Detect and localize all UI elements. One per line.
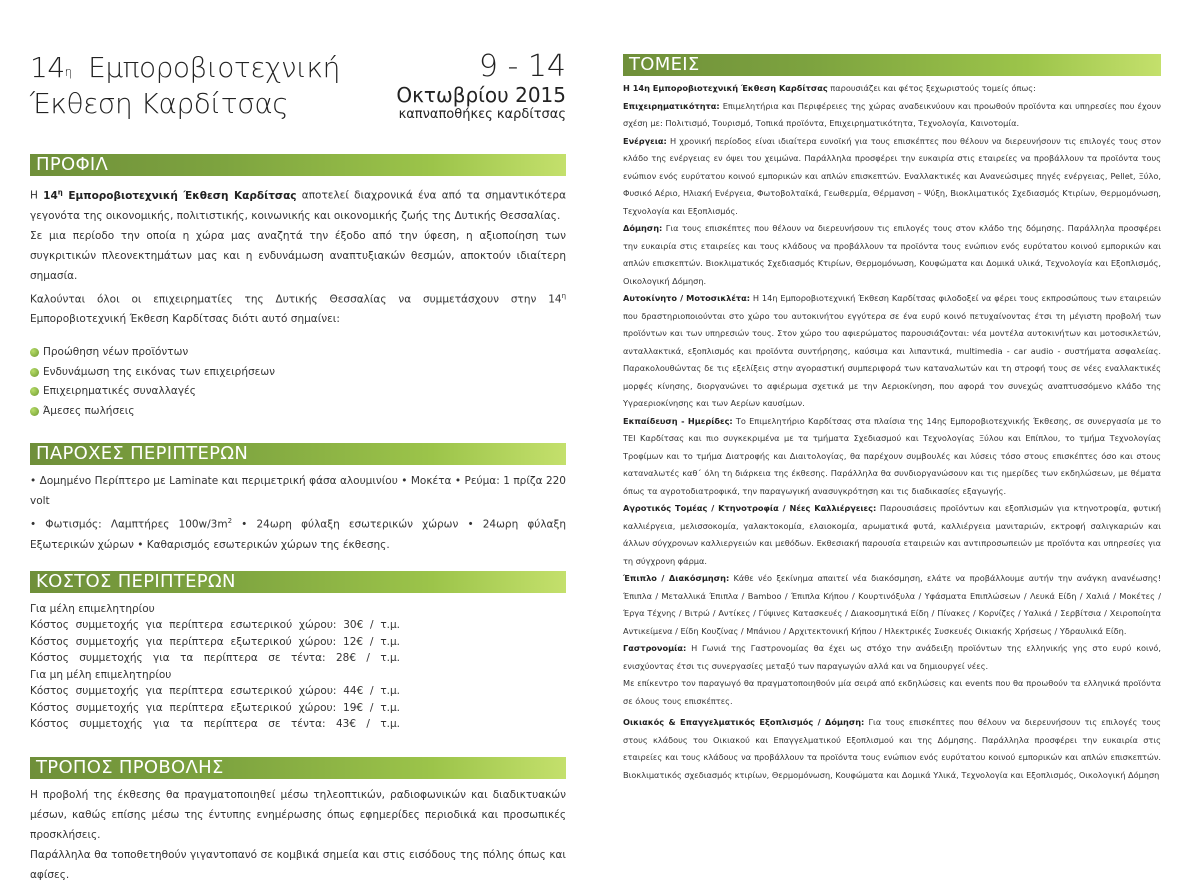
sector-item: Δόμηση: Για τους επισκέπτες που θέλουν να διερευνήσουν τις επιλογές τους στον κλάδο της δόμησης. Παράλληλα προσφέρει την ευκαιρία στις εταιρείες και τους κλάδους να προβάλλουν τα προϊόντα τους ενώπιον ενός ευρύτατου κοινού εμπορικών και απλών επισκεπτών. Βιοκλιματικός Σχεδιασμός Κτιρίων, Θερμομόνωση, Κουφώματα και Δομικά υλικά, Τεχνολογία και Εξοπλισμός, Οικολογική Δόμηση.: [623, 223, 1161, 286]
promotion-paragraph-1: Η προβολή της έκθεσης θα πραγματοποιηθεί μέσω τηλεοπτικών, ραδιοφωνικών και διαδικτυακών μέσων, καθώς επίσης μέσω της έντυπης ενημέρωσης όπως εφημερίδες περιοδικά και προσωπικές προσκλήσεις.: [30, 788, 566, 841]
green-bullet-icon: [30, 407, 39, 416]
list-item: Προώθηση νέων προϊόντων: [30, 343, 566, 363]
provisions-line-2: • Φωτισμός: Λαμπτήρες $100w/3m^2$ • 24ωρη φύλαξη εσωτερικών χώρων • 24ωρη φύλαξη Εξωτερικών χώρων • Καθαρισμός εσωτερικών χώρων της έκθεσης.: [30, 517, 566, 551]
list-item: Επιχειρηματικές συναλλαγές: [30, 382, 566, 402]
profile-paragraph-1: Η $14^\eta$ Εμποροβιοτεχνική Έκθεση Καρδίτσας αποτελεί διαχρονικά ένα από τα σημαντικότερα γεγονότα της οικονομικής, πολιτιστικής, κοινωνικής και οικονομικής ζωής της Δυτικής Θεσσαλίας.: [30, 188, 567, 222]
sector-item: Ενέργεια: Η χρονική περίοδος είναι ιδιαίτερα ευνοϊκή για τους επισκέπτες που θέλουν να διερευνήσουν τις επιλογές τους στον κλάδο της ενέργειας εν όψει του χειμώνα. Παράλληλα προσφέρει την ευκαιρία στις εταιρείες να προβάλλουν τα προϊόντα τους ενώπιον ενός ευρύτατου κοινού εμπορικών και απλών επισκεπτών. Εναλλακτικές και Ανανεώσιμες πηγές ενέργειας, Pellet, Ξύλο, Φυσικό Αέριο, Ηλιακή Ενέργεια, Φωτοβολταϊκά, Γεωθερμία, Θέρμανση – Ψύξη, Βιοκλιματικός Σχεδιασμός Κτιρίων, Θερμομόνωση, Τεχνολογία και Εξοπλισμός.: [623, 135, 1161, 216]
profile-heading: ΠΡΟΦΙΛ: [30, 154, 566, 176]
sector-item: Οικιακός & Επαγγελματικός Εξοπλισμός / Δόμηση: Για τους επισκέπτες που θέλουν να διερευνήσουν τις επιλογές τους στους κλάδους του Οικιακού και Επαγγελματικού Εξοπλισμού και της Δόμησης. Παράλληλα προσφέρει την ευκαιρία στις εταιρείες και τους κλάδους να προβάλλουν τα προϊόντα τους ενώπιον ενός ευρύτατου κοινού εμπορικών και απλών επισκεπτών. Βιοκλιματικός σχεδιασμός κτιρίων, Θερμομόνωση, Κουφώματα και Δομικά Υλικά, Τεχνολογία και Εξοπλισμός, Οικολογική Δόμηση: [623, 717, 1161, 780]
sectors-section: [623, 80, 1161, 784]
title-line-1: Εμποροβιοτεχνική: [88, 51, 340, 84]
list-item: Άμεσες πωλήσεις: [30, 402, 566, 422]
date-days: 9 - 14: [478, 49, 566, 84]
sector-item: Γαστρονομία: Η Γωνιά της Γαστρονομίας θα έχει ως στόχο την ανάδειξη προϊόντων της ελληνικής γης στο ευρύ κοινό, ενισχύοντας έτσι τις συνεργασίες μεταξύ των παραγωγών αλλά και να δημιουργεί νέες.: [623, 643, 1161, 671]
profile-paragraph-2: Σε μια περίοδο την οποία η χώρα μας αναζητά την έξοδο από την ύφεση, η αξιοποίηση των συγκριτικών πλεονεκτημάτων μας και η ενδυνάμωση αναπτυξιακών θεσμών, αποκτούν ιδιαίτερη σημασία.: [30, 229, 566, 282]
right-column: [623, 50, 1161, 784]
benefits-list: [30, 343, 566, 421]
sector-item: Με επίκεντρο τον παραγωγό θα πραγματοποιηθούν μία σειρά από εκδηλώσεις και events που θα προωθούν τα ελληνικά προϊόντα σε όλους τους επισκέπτες.: [623, 678, 1161, 706]
cost-row: Κόστος συμμετοχής για τα περίπτερα σε τέντα: 43€ / τ.μ.: [30, 718, 400, 730]
green-bullet-icon: [30, 348, 39, 357]
provisions-section: [30, 471, 566, 555]
title-superscript: η: [64, 65, 72, 79]
green-bullet-icon: [30, 387, 39, 396]
cost-row: Κόστος συμμετοχής για τα περίπτερα σε τέντα: 28€ / τ.μ.: [30, 652, 400, 664]
list-item: Ενδυνάμωση της εικόνας των επιχειρήσεων: [30, 363, 566, 383]
sectors-intro: Η 14η Εμποροβιοτεχνική Έκθεση Καρδίτσας παρουσιάζει και φέτος ξεχωριστούς τομείς όπως:: [623, 83, 1036, 93]
cost-row: Κόστος συμμετοχής για περίπτερα εξωτερικού χώρου: 19€ / τ.μ.: [30, 701, 400, 714]
profile-section: [30, 182, 566, 421]
promotion-section: [30, 785, 566, 885]
fair-name: $14^\eta$ Εμποροβιοτεχνική Έκθεση Καρδίτσας: [43, 188, 297, 202]
members-label: Για μέλη επιμελητηρίου: [30, 602, 155, 615]
header: [30, 50, 566, 150]
cost-row: Κόστος συμμετοχής για περίπτερα εξωτερικού χώρου: 12€ / τ.μ.: [30, 635, 400, 648]
sector-item: Αγροτικός Τομέας / Κτηνοτροφία / Νέες Καλλιέργειες: Παρουσιάσεις προϊόντων και εξοπλισμών για κτηνοτροφία, φυτική καλλιέργεια, μελισσοκομία, γαλακτοκομία, ελαιοκομία, αρωματικά φυτά, καλλιέργεια μανιταριών, εκτροφή σαλιγκαριών και άλλων σύγχρονων καλλιεργειών και μεθόδων. Εκθεσιακή παρουσία εταιρειών και αντιπροσωπειών με προϊόντα και υπηρεσίες για τη σύγχρονη φάρμα.: [623, 503, 1161, 566]
sectors-heading: ΤΟΜΕΙΣ: [623, 54, 1161, 76]
title-number: 14: [30, 51, 65, 84]
costs-section: [30, 601, 566, 733]
sector-item: Εκπαίδευση - Ημερίδες: Το Επιμελητήριο Καρδίτσας στα πλαίσια της 14ης Εμποροβιοτεχνικής Έκθεσης, σε συνεργασία με το ΤΕΙ Καρδίτσας και πιο συγκεκριμένα με τα τμήματα Σχεδιασμού και Τεχνολογίας Ξύλου και Επίπλου, το τμήμα Τεχνολογίας Τροφίμων και το τμήμα Διατροφής και Διαιτολογίας, θα παρέχουν συμβουλές και λύσεις τόσο στους επισκέπτες όσο και στους καταναλωτές καθ΄ όλη τη διάρκεια της έκθεσης. Παράλληλα θα συνδιοργανώσουν και τις ημερίδες των εκδηλώσεων, με θέματα όπως τα αγροτοδιατροφικά, την παραγωγική ανασυγκρότηση και τις διαδικασίες εξαγωγής.: [623, 415, 1162, 496]
profile-paragraph-3: Καλούνται όλοι οι επιχειρηματίες της Δυτικής Θεσσαλίας να συμμετάσχουν στην $14^\eta$ Εμποροβιοτεχνική Έκθεση Καρδίτσας διότι αυτό σημαίνει:: [30, 291, 566, 325]
sector-item: Επιχειρηματικότητα: Επιμελητήρια και Περιφέρειες της χώρας αναδεικνύουν και προωθούν προϊόντα και υπηρεσίες που έχουν σχέση με: Πολιτισμό, Τουρισμό, Τοπικά προϊόντα, Επιχειρηματικότητα, Τεχνολογία, Καινοτομία.: [623, 100, 1161, 128]
date-block: [396, 50, 566, 124]
sector-item: Αυτοκίνητο / Μοτοσικλέτα: Η 14η Εμποροβιοτεχνική Έκθεση Καρδίτσας φιλοδοξεί να φέρει τους εκπροσώπους των εταιρειών που δραστηριοποιούνται στο χώρο του αυτοκινήτου εγγύτερα σε ένα ευρύ κοινό πετυχαίνοντας έτσι τη μέγιστη προβολή των προϊόντων και των υπηρεσιών τους. Στον χώρο του αφιερώματος παρουσιάζονται: νέα μοντέλα αυτοκινήτων και μοτοσικλετών, ανταλλακτικά, εξοπλισμός και προϊόντα συντήρησης, καύσιμα και λιπαντικά, multimedia - car audio - συστήματα ασφαλείας. Παρακολουθώντας δε τις εξελίξεις στην αγοραστική συμπεριφορά των καταναλωτών και τη στροφή τους σε νέες εναλλακτικές μορφές κίνησης, διοργανώνει το αφιέρωμα σχετικά με την Αεριοκίνηση, που αφορά τον συνεχώς αναπτυσσόμενο κλάδο της Υγραεριοκίνησης και των Αερίων καυσίμων.: [623, 293, 1161, 408]
cost-row: Κόστος συμμετοχής για περίπτερα εσωτερικού χώρου: 44€ / τ.μ.: [30, 685, 400, 697]
costs-heading: ΚΟΣΤΟΣ ΠΕΡΙΠΤΕΡΩΝ: [30, 571, 566, 593]
promotion-paragraph-2: Παράλληλα θα τοποθετηθούν γιγαντοπανό σε κομβικά σημεία και στις εισόδους της πόλης όπως και αφίσες.: [30, 848, 566, 881]
promotion-heading: ΤΡΟΠΟΣ ΠΡΟΒΟΛΗΣ: [30, 757, 566, 779]
page-title: [30, 50, 340, 122]
provisions-line-1: • Δομημένο Περίπτερο με Laminate και περιμετρική φάσα αλουμινίου • Μοκέτα • Ρεύμα: 1 πρίζα 220 volt: [30, 475, 566, 507]
left-column: [30, 50, 566, 885]
date-month: Οκτωβρίου 2015: [396, 83, 566, 107]
sector-item: Έπιπλο / Διακόσμηση: Κάθε νέο ξεκίνημα απαιτεί νέα διακόσμηση, ελάτε να προβάλλουμε αυτήν την ανάγκη ανανέωσης! Έπιπλα / Μεταλλικά Έπιπλα / Bamboo / Έπιπλα Κήπου / Κουρτινόξυλα / Υφάσματα Επιπλώσεων / Λευκά Είδη / Χαλιά / Μοκέτες / Έργα Τέχνης / Βιτρώ / Αντίκες / Γύψινες Κατασκευές / Διακοσμητικά Είδη / Πίνακες / Κορνίζες / Υαλικά / Σερβίτσια / Χειροποίητα Αντικείμενα / Είδη Κουζίνας / Μπάνιου / Αρχιτεκτονική Κήπου / Ηλεκτρικές Συσκευές Οικιακής Χρήσεως / Υδραυλικά Είδη.: [623, 573, 1161, 636]
green-bullet-icon: [30, 368, 39, 377]
title-line-2: Έκθεση Καρδίτσας: [30, 87, 289, 120]
nonmembers-label: Για μη μέλη επιμελητηρίου: [30, 668, 172, 681]
date-place: καπναποθήκες καρδίτσας: [398, 107, 566, 122]
provisions-heading: ΠΑΡΟΧΕΣ ΠΕΡΙΠΤΕΡΩΝ: [30, 443, 566, 465]
cost-row: Κόστος συμμετοχής για περίπτερα εσωτερικού χώρου: 30€ / τ.μ.: [30, 619, 400, 631]
